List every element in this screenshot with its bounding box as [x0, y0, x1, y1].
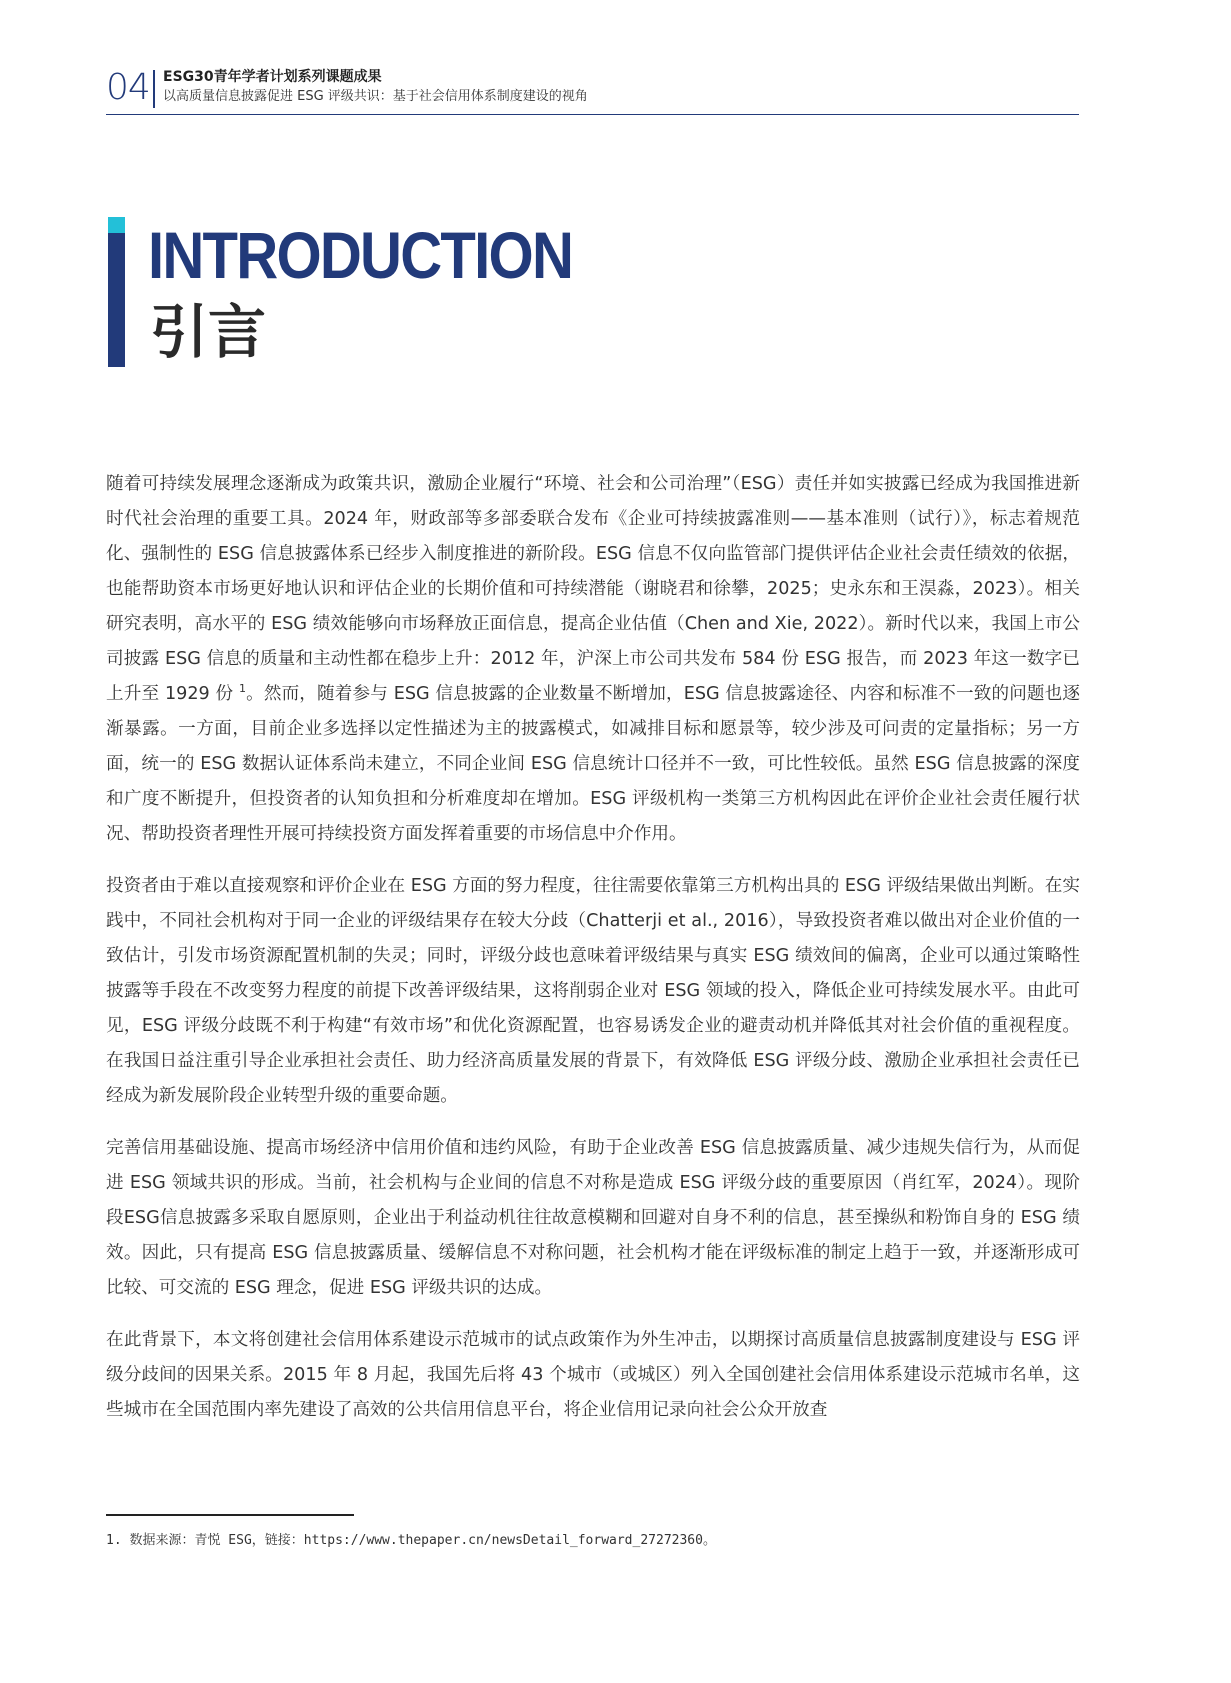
paragraph-4: 在此背景下，本文将创建社会信用体系建设示范城市的试点政策作为外生冲击，以期探讨高质量信息披露制度建设与 ESG 评级分歧间的因果关系。2015 年 8 月起，我国先后将 43 个城市（或城区）列入全国创建社会信用体系建设示范城市名单，这些城市在全国范围内率先建设了高效的公共信用信息平台，将企业信用记录向社会公众开放查 [106, 1330, 1080, 1420]
series-title: ESG30青年学者计划系列课题成果 [163, 69, 382, 85]
footnote-marker[interactable]: 1 [238, 682, 246, 696]
header-separator [153, 70, 155, 108]
footnote: 1. 数据来源：青悦 ESG，链接：https://www.thepaper.cn/newsDetail_forward_27272360。 [106, 1533, 716, 1548]
report-subtitle: 以高质量信息披露促进 ESG 评级共识：基于社会信用体系制度建设的视角 [163, 89, 588, 104]
paragraph-2: 投资者由于难以直接观察和评价企业在 ESG 方面的努力程度，往往需要依靠第三方机构出具的 ESG 评级结果做出判断。在实践中，不同社会机构对于同一企业的评级结果存在较大分歧（Chatterji et al., 2016），导致投资者难以做出对企业价值的一致估计，引发市场资源配置机制的失灵；同时，评级分歧也意味着评级结果与真实 ESG 绩效间的偏离，企业可以通过策略性披露等手段在不改变努力程度的前提下改善评级结果，这将削弱企业对 ESG 领域的投入，降低企业可持续发展水平。由此可见，ESG 评级分歧既不利于构建“有效市场”和优化资源配置，也容易诱发企业的避责动机并降低其对社会价值的重视程度。在我国日益注重引导企业承担社会责任、助力经济高质量发展的背景下，有效降低 ESG 评级分歧、激励企业承担社会责任已经成为新发展阶段企业转型升级的重要命题。 [106, 876, 1080, 1106]
section-title-block [108, 217, 708, 367]
section-title-chinese: 引言 [150, 298, 267, 366]
title-accent-bar-navy [108, 233, 125, 367]
page-number: 04 [106, 67, 150, 108]
paragraph-1-text-a: 随着可持续发展理念逐渐成为政策共识，激励企业履行“环境、社会和公司治理”（ESG）责任并如实披露已经成为我国推进新时代社会治理的重要工具。2024 年，财政部等多部委联合发布《企业可持续披露准则——基本准则（试行）》，标志着规范化、强制性的 ESG 信息披露体系已经步入制度推进的新阶段。ESG 信息不仅向监管部门提供评估企业社会责任绩效的依据，也能帮助资本市场更好地认识和评估企业的长期价值和可持续潜能（谢晓君和徐攀，2025；史永东和王淏淼，2023）。相关研究表明，高水平的 ESG 绩效能够向市场释放正面信息，提高企业估值（Chen and Xie, 2022）。新时代以来，我国上市公司披露 ESG 信息的质量和主动性都在稳步上升：2012 年，沪深上市公司共发布 584 份 ESG 报告，而 2023 年这一数字已上升至 1929 份 [106, 474, 1080, 704]
title-accent-bar-cyan [108, 217, 125, 233]
header-rule [106, 114, 1079, 115]
paragraph-3: 完善信用基础设施、提高市场经济中信用价值和违约风险，有助于企业改善 ESG 信息披露质量、减少违规失信行为，从而促进 ESG 领域共识的形成。当前，社会机构与企业间的信息不对称是造成 ESG 评级分歧的重要原因（肖红军，2024）。现阶段ESG信息披露多采取自愿原则，企业出于利益动机往往故意模糊和回避对自身不利的信息，甚至操纵和粉饰自身的 ESG 绩效。因此，只有提高 ESG 信息披露质量、缓解信息不对称问题，社会机构才能在评级标准的制定上趋于一致，并逐渐形成可比较、可交流的 ESG 理念，促进 ESG 评级共识的达成。 [106, 1138, 1080, 1298]
running-header [106, 66, 1079, 116]
section-title-english: INTRODUCTION [148, 218, 573, 292]
footnote-rule [106, 1514, 354, 1516]
body-text [106, 467, 1080, 1445]
paragraph-1-text-b: 。然而，随着参与 ESG 信息披露的企业数量不断增加，ESG 信息披露途径、内容和标准不一致的问题也逐渐暴露。一方面，目前企业多选择以定性描述为主的披露模式，如减排目标和愿景等，较少涉及可问责的定量指标；另一方面，统一的 ESG 数据认证体系尚未建立，不同企业间 ESG 信息统计口径并不一致，可比性较低。虽然 ESG 信息披露的深度和广度不断提升，但投资者的认知负担和分析难度却在增加。ESG 评级机构一类第三方机构因此在评价企业社会责任履行状况、帮助投资者理性开展可持续投资方面发挥着重要的市场信息中介作用。 [106, 684, 1080, 844]
paragraph-1 [106, 467, 1080, 852]
